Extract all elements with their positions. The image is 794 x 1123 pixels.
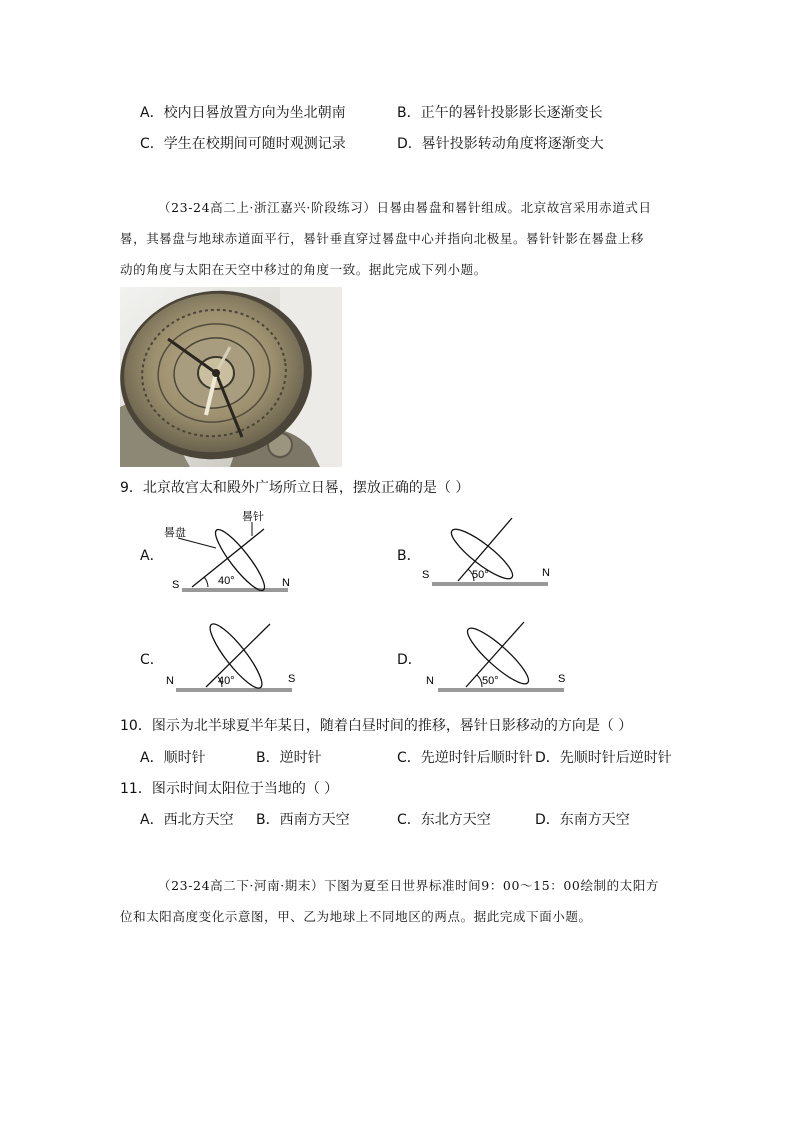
prev-option-a: A．校内日晷放置方向为坐北朝南 xyxy=(140,105,346,121)
intro1-line3: 动的角度与太阳在天空中移过的角度一致。据此完成下列小题。 xyxy=(120,262,487,277)
angle-arc xyxy=(204,577,208,587)
dir-left: N xyxy=(426,675,434,687)
gnomon-label: 晷针 xyxy=(242,511,264,523)
angle-label: 50° xyxy=(472,569,489,581)
q11-option-b: B．西南方天空 xyxy=(256,812,350,828)
dir-left: N xyxy=(166,675,174,687)
q10-stem: 10．图示为北半球夏半年某日，随着白昼时间的推移，晷针日影移动的方向是（ ） xyxy=(120,718,633,734)
q9-option-b-letter: B． xyxy=(397,548,421,564)
angle-label: 50° xyxy=(482,675,499,687)
dir-right: S xyxy=(558,673,566,685)
q10-option-c: C．先逆时针后顺时针 xyxy=(397,750,533,766)
dir-left: S xyxy=(172,579,180,591)
angle-label: 40° xyxy=(218,575,235,587)
q9-option-c-diagram xyxy=(162,614,302,698)
intro2-line2: 位和太阳高度变化示意图，甲、乙为地球上不同地区的两点。据此完成下面小题。 xyxy=(120,909,592,924)
dir-right: N xyxy=(542,567,550,579)
dial-pointer xyxy=(178,538,216,548)
angle-label: 40° xyxy=(218,675,235,687)
q10-option-b: B．逆时针 xyxy=(256,750,322,766)
sundial-photo xyxy=(120,287,342,467)
dir-right: N xyxy=(282,577,290,589)
q11-option-c: C．东北方天空 xyxy=(397,812,491,828)
q9-option-a-diagram xyxy=(158,508,298,600)
prev-option-c: C．学生在校期间可随时观测记录 xyxy=(140,136,346,152)
q9-option-c-letter: C． xyxy=(140,652,164,668)
q11-option-a: A．西北方天空 xyxy=(140,812,234,828)
dial-ellipse xyxy=(203,618,268,693)
intro1-line1: （23-24高二上·浙江嘉兴·阶段练习）日晷由晷盘和晷针组成。北京故宫采用赤道式日 xyxy=(158,200,652,215)
q11-stem: 11．图示时间太阳位于当地的（ ） xyxy=(120,781,339,797)
prev-option-b: B．正午的晷针投影影长逐渐变长 xyxy=(397,105,603,121)
dial-label: 晷盘 xyxy=(164,527,186,539)
q9-option-d-diagram xyxy=(420,618,570,698)
intro2-line1: （23-24高二下·河南·期末）下图为夏至日世界标准时间9：00～15：00绘制的太阳方 xyxy=(158,878,660,893)
q11-option-d: D．东南方天空 xyxy=(535,812,630,828)
q10-option-d: D．先顺时针后逆时针 xyxy=(535,750,672,766)
q9-option-d-letter: D． xyxy=(397,652,422,668)
dir-left: S xyxy=(422,569,430,581)
prev-option-d: D．晷针投影转动角度将逐渐变大 xyxy=(397,136,604,152)
q9-option-b-diagram xyxy=(418,514,558,594)
intro1-line2: 晷，其晷盘与地球赤道面平行，晷针垂直穿过晷盘中心并指向北极星。晷针针影在晷盘上移 xyxy=(120,231,645,246)
dir-right: S xyxy=(288,673,296,685)
q9-stem: 9．北京故宫太和殿外广场所立日晷，摆放正确的是（ ） xyxy=(120,480,470,496)
q10-option-a: A．顺时针 xyxy=(140,750,206,766)
q9-option-a-letter: A． xyxy=(140,548,164,564)
